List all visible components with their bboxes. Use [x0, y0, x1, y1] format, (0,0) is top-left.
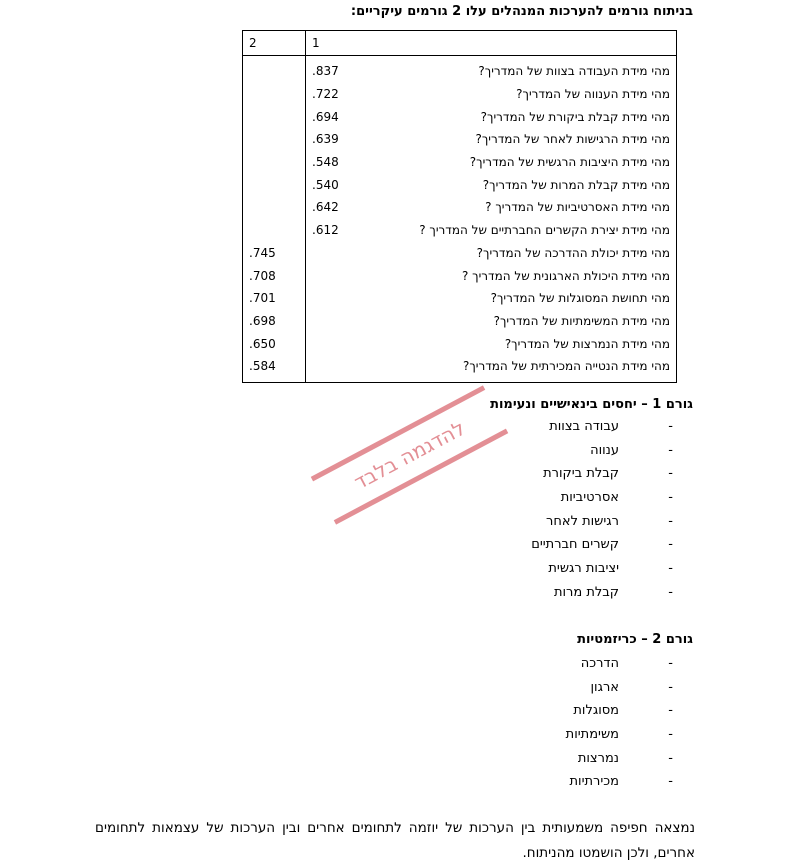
bullet-dash: -: [668, 703, 673, 719]
list-item-label: רגישות לאחר: [546, 513, 619, 529]
loading-factor-2: [243, 219, 306, 242]
table-row: [243, 83, 677, 106]
list-item: [473, 486, 673, 510]
bullet-dash: -: [668, 513, 673, 529]
item-question: מהי מידת הנטייה המכירתית של המדריך?: [368, 355, 677, 382]
header-factor-1: 1: [306, 31, 369, 56]
loading-factor-2: .650: [243, 332, 306, 355]
table-row: [243, 56, 677, 83]
list-item-label: ארגון: [590, 679, 619, 695]
table-row: [243, 264, 677, 287]
item-question: מהי מידת המשימתיות של המדריך?: [368, 310, 677, 333]
loading-factor-1: [306, 287, 369, 310]
loading-factor-1: .548: [306, 151, 369, 174]
list-item-label: משימתיות: [565, 727, 619, 743]
list-item-label: הדרכה: [580, 656, 619, 671]
loading-factor-2: .584: [243, 355, 306, 382]
table-header-row: [243, 31, 677, 56]
list-item: [473, 533, 673, 557]
list-item-label: עבודה בצוות: [549, 419, 619, 434]
table-row: [243, 355, 677, 382]
list-item-label: מסוגלות: [573, 703, 619, 719]
header-factor-2: 2: [243, 31, 306, 56]
loading-factor-2: [243, 105, 306, 128]
table-row: [243, 151, 677, 174]
loading-factor-2: [243, 128, 306, 151]
loading-factor-2: [243, 173, 306, 196]
loading-factor-2: [243, 151, 306, 174]
list-item-label: קבלת מרות: [553, 584, 619, 600]
summary-paragraph: נמצאה חפיפה משמעותית בין הערכות של יוזמה לתחומים אחרים ובין הערכות של עצמאות לתחומים אחרים, ולכן הושמטו מהניתוח.: [95, 820, 695, 861]
loading-factor-1: [306, 355, 369, 382]
item-question: מהי מידת היציבות הרגשית של המדריך?: [368, 151, 677, 174]
table-row: [243, 173, 677, 196]
bullet-dash: -: [668, 679, 673, 695]
list-item: [473, 510, 673, 534]
list-item: [473, 770, 673, 794]
loading-factor-1: [306, 332, 369, 355]
factor-2-title: גורם 2 – כריזמטיות: [577, 632, 693, 647]
list-item-label: קבלת ביקורת: [543, 466, 619, 482]
bullet-dash: -: [668, 442, 673, 458]
table-row: [243, 242, 677, 265]
table-row: [243, 128, 677, 151]
list-item: [473, 699, 673, 723]
section-title: בניתוח גורמים להערכות המנהלים עלו 2 גורמים עיקריים:: [350, 4, 693, 19]
loading-factor-1: [306, 242, 369, 265]
item-question: מהי מידת האסרטיביות של המדריך ?: [368, 196, 677, 219]
bullet-dash: -: [668, 584, 673, 600]
watermark-stamp: להדגמה בלבד: [311, 385, 509, 524]
factor-1-list: [473, 415, 673, 605]
table-row: [243, 332, 677, 355]
bullet-dash: -: [668, 750, 673, 766]
bullet-dash: -: [668, 727, 673, 743]
item-question: מהי מידת הרגישות לאחר של המדריך?: [368, 128, 677, 151]
header-item: [368, 31, 677, 56]
loading-factor-1: [306, 310, 369, 333]
loading-factor-1: .722: [306, 83, 369, 106]
list-item-label: קשרים חברתיים: [531, 537, 619, 553]
loading-factor-2: .745: [243, 242, 306, 265]
table-row: [243, 219, 677, 242]
item-question: מהי מידת העבודה בצוות של המדריך?: [368, 56, 677, 83]
loading-factor-1: .642: [306, 196, 369, 219]
item-question: מהי מידת קבלת ביקורת של המדריך?: [368, 105, 677, 128]
list-item: [473, 439, 673, 463]
table-row: [243, 105, 677, 128]
loading-factor-2: [243, 56, 306, 83]
factor-loadings-table: [242, 30, 677, 383]
factor-1-title: גורם 1 – יחסים בינאישיים ונעימות: [490, 397, 693, 412]
list-item: [473, 557, 673, 581]
table-row: [243, 310, 677, 333]
loading-factor-1: [306, 264, 369, 287]
list-item-label: אסרטיביות: [560, 490, 619, 506]
bullet-dash: -: [668, 490, 673, 506]
list-item: [473, 462, 673, 486]
loading-factor-1: .639: [306, 128, 369, 151]
loading-factor-1: .540: [306, 173, 369, 196]
table-row: [243, 196, 677, 219]
loading-factor-1: .837: [306, 56, 369, 83]
list-item: [473, 723, 673, 747]
item-question: מהי מידת יצירת הקשרים החברתיים של המדריך ?: [368, 219, 677, 242]
item-question: מהי מידת היכולת הארגונית של המדריך ?: [368, 264, 677, 287]
list-item: [473, 676, 673, 700]
factor-2-list: [473, 652, 673, 794]
list-item: [473, 652, 673, 676]
bullet-dash: -: [668, 466, 673, 482]
list-item-label: ענווה: [590, 442, 619, 458]
list-item-label: יציבות רגשית: [548, 561, 619, 577]
list-item-label: נמרצות: [577, 750, 619, 766]
item-question: מהי מידת קבלת המרות של המדריך?: [368, 173, 677, 196]
list-item: [473, 747, 673, 771]
loading-factor-2: [243, 83, 306, 106]
item-question: מהי מידת הענווה של המדריך?: [368, 83, 677, 106]
loading-factor-2: .701: [243, 287, 306, 310]
item-question: מהי מידת הנמרצות של המדריך?: [368, 332, 677, 355]
bullet-dash: -: [668, 774, 673, 790]
list-item: [473, 581, 673, 605]
loading-factor-1: .612: [306, 219, 369, 242]
loading-factor-2: .698: [243, 310, 306, 333]
loading-factor-2: [243, 196, 306, 219]
item-question: מהי מידת יכולת ההדרכה של המדריך?: [368, 242, 677, 265]
bullet-dash: -: [668, 537, 673, 553]
item-question: מהי תחושת המסוגלות של המדריך?: [368, 287, 677, 310]
bullet-dash: -: [668, 419, 673, 434]
table-row: [243, 287, 677, 310]
loading-factor-1: .694: [306, 105, 369, 128]
loading-factor-2: .708: [243, 264, 306, 287]
bullet-dash: -: [668, 561, 673, 577]
list-item-label: מכירתיות: [569, 774, 619, 790]
bullet-dash: -: [668, 656, 673, 671]
